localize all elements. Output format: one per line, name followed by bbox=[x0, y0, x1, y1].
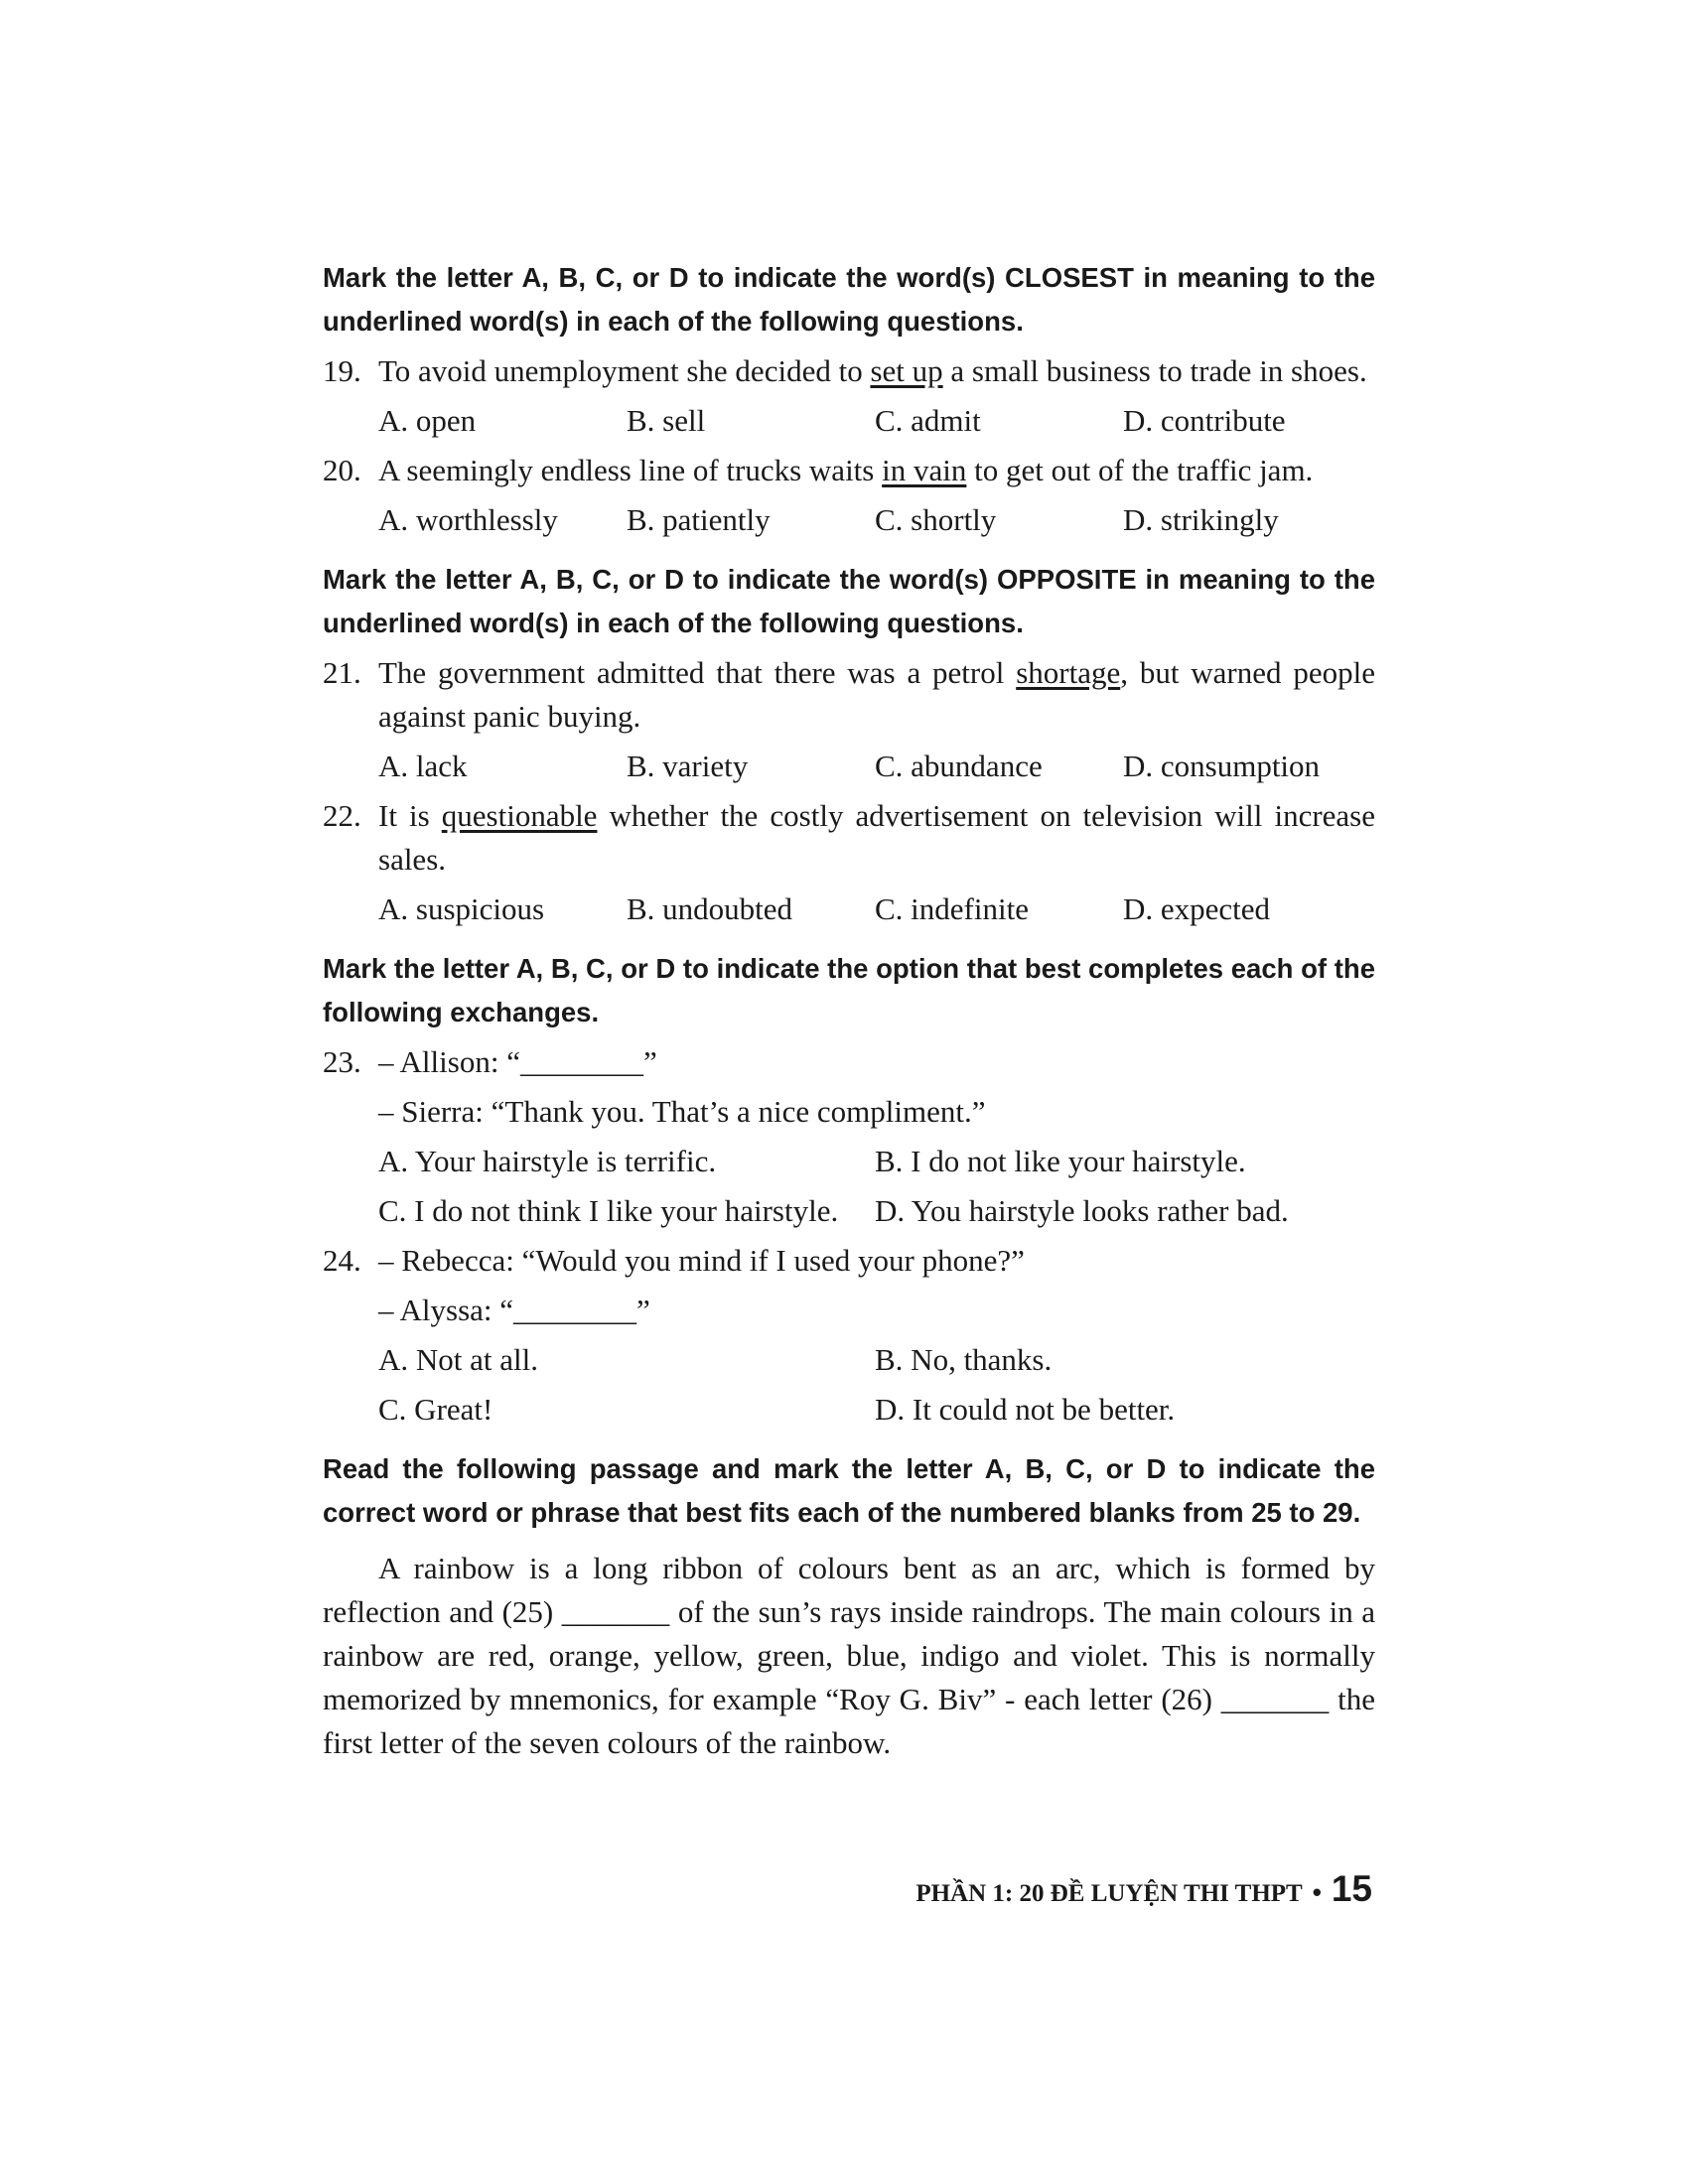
option-b: B. variety bbox=[627, 749, 749, 783]
option-b: B. I do not like your hairstyle. bbox=[875, 1144, 1246, 1178]
option-b: B. undoubted bbox=[627, 891, 793, 926]
option-b: B. patiently bbox=[627, 502, 771, 537]
option-d: D. You hairstyle looks rather bad. bbox=[875, 1193, 1289, 1228]
option-b: B. No, thanks. bbox=[875, 1342, 1053, 1377]
page-content bbox=[323, 256, 1375, 1765]
option-d: D. expected bbox=[1123, 891, 1271, 926]
question-number: 24. bbox=[323, 1243, 361, 1278]
option-b: B. sell bbox=[627, 403, 706, 438]
option-d: D. consumption bbox=[1123, 749, 1321, 783]
option-a: A. lack bbox=[378, 749, 468, 783]
option-c: C. admit bbox=[875, 403, 981, 438]
question-19: 19. To avoid unemployment she decided to set up a small business to trade in shoes. A. open B. sell C. admit D. contribute bbox=[323, 349, 1375, 443]
question-23: 23. – Allison: “________” – Sierra: “Thank you. That’s a nice compliment.” A. Your hairstyle is terrific. B. I do not like your hairstyle. C. I do not think I like your hairstyle. D. You hairstyle looks rather bad. bbox=[323, 1040, 1375, 1233]
underlined-word: shortage bbox=[1016, 655, 1121, 690]
question-number: 23. bbox=[323, 1044, 361, 1079]
question-number: 19. bbox=[323, 353, 361, 388]
option-c: C. abundance bbox=[875, 749, 1043, 783]
question-24: 24. – Rebecca: “Would you mind if I used your phone?” – Alyssa: “________” A. Not at all. B. No, thanks. C. Great! D. It could not be better. bbox=[323, 1239, 1375, 1432]
option-c: C. shortly bbox=[875, 502, 997, 537]
question-number: 21. bbox=[323, 655, 361, 690]
option-a: A. Your hairstyle is terrific. bbox=[378, 1144, 717, 1178]
section-instruction-opposite: Mark the letter A, B, C, or D to indicate the word(s) OPPOSITE in meaning to the underlined word(s) in each of the following questions. bbox=[323, 564, 1375, 638]
section-instruction-exchanges: Mark the letter A, B, C, or D to indicate the option that best completes each of the following exchanges. bbox=[323, 953, 1375, 1027]
underlined-word: in vain bbox=[882, 453, 967, 487]
question-number: 22. bbox=[323, 798, 361, 833]
section-instruction-passage: Read the following passage and mark the letter A, B, C, or D to indicate the correct word or phrase that best fits each of the numbered blanks from 25 to 29. bbox=[323, 1453, 1375, 1528]
option-a: A. suspicious bbox=[378, 891, 545, 926]
question-20: 20. A seemingly endless line of trucks waits in vain to get out of the traffic jam. A. worthlessly B. patiently C. shortly D. strikingly bbox=[323, 449, 1375, 542]
option-d: D. It could not be better. bbox=[875, 1392, 1176, 1427]
option-c: C. I do not think I like your hairstyle. bbox=[378, 1193, 839, 1228]
reading-passage: A rainbow is a long ribbon of colours bent as an arc, which is formed by reflection and (25) _______ of the sun’s rays inside raindrops. The main colours in a rainbow are red, orange, yellow, green, blue, indigo and violet. This is normally memorized by mnemonics, for example “Roy G. Biv” - each letter (26) _______ the first letter of the seven colours of the rainbow. bbox=[323, 1551, 1375, 1760]
section-instruction-closest: Mark the letter A, B, C, or D to indicate the word(s) CLOSEST in meaning to the underlined word(s) in each of the following questions. bbox=[323, 262, 1375, 337]
footer-text: PHẦN 1: 20 ĐỀ LUYỆN THI THPT bbox=[915, 1880, 1303, 1907]
question-number: 20. bbox=[323, 453, 361, 487]
page-number: 15 bbox=[1331, 1868, 1372, 1909]
option-a: A. worthlessly bbox=[378, 502, 558, 537]
option-c: C. indefinite bbox=[875, 891, 1029, 926]
option-a: A. open bbox=[378, 403, 477, 438]
question-21: 21. The government admitted that there was a petrol shortage, but warned people against panic buying. A. lack B. variety C. abundance D. consumption bbox=[323, 651, 1375, 788]
footer-bullet: • bbox=[1312, 1877, 1322, 1907]
page-footer bbox=[915, 1868, 1372, 1910]
underlined-word: set up bbox=[870, 353, 943, 388]
option-d: D. contribute bbox=[1123, 403, 1286, 438]
option-c: C. Great! bbox=[378, 1392, 493, 1427]
option-d: D. strikingly bbox=[1123, 502, 1279, 537]
question-22: 22. It is questionable whether the costly advertisement on television will increase sales. A. suspicious B. undoubted C. indefinite D. expected bbox=[323, 794, 1375, 931]
underlined-word: questionable bbox=[441, 798, 598, 833]
option-a: A. Not at all. bbox=[378, 1342, 538, 1377]
